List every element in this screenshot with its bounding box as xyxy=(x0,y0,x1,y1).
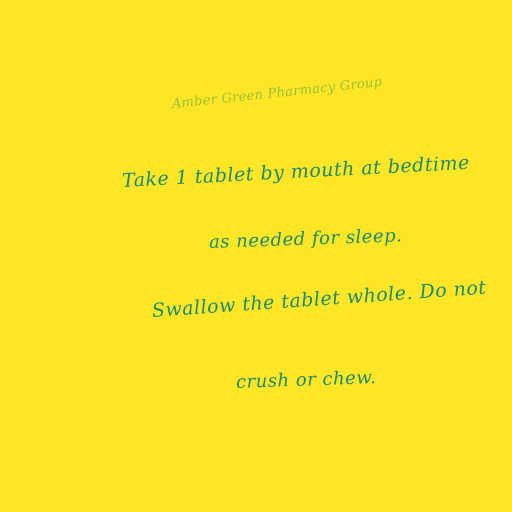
instruction-line: crush or chew. xyxy=(235,367,377,393)
pharmacy-name: Amber Green Pharmacy Group xyxy=(171,74,384,112)
instruction-line: Swallow the tablet whole. Do not xyxy=(151,276,488,322)
instruction-line: as needed for sleep. xyxy=(208,225,403,253)
instruction-line: Take 1 tablet by mouth at bedtime xyxy=(121,151,471,192)
